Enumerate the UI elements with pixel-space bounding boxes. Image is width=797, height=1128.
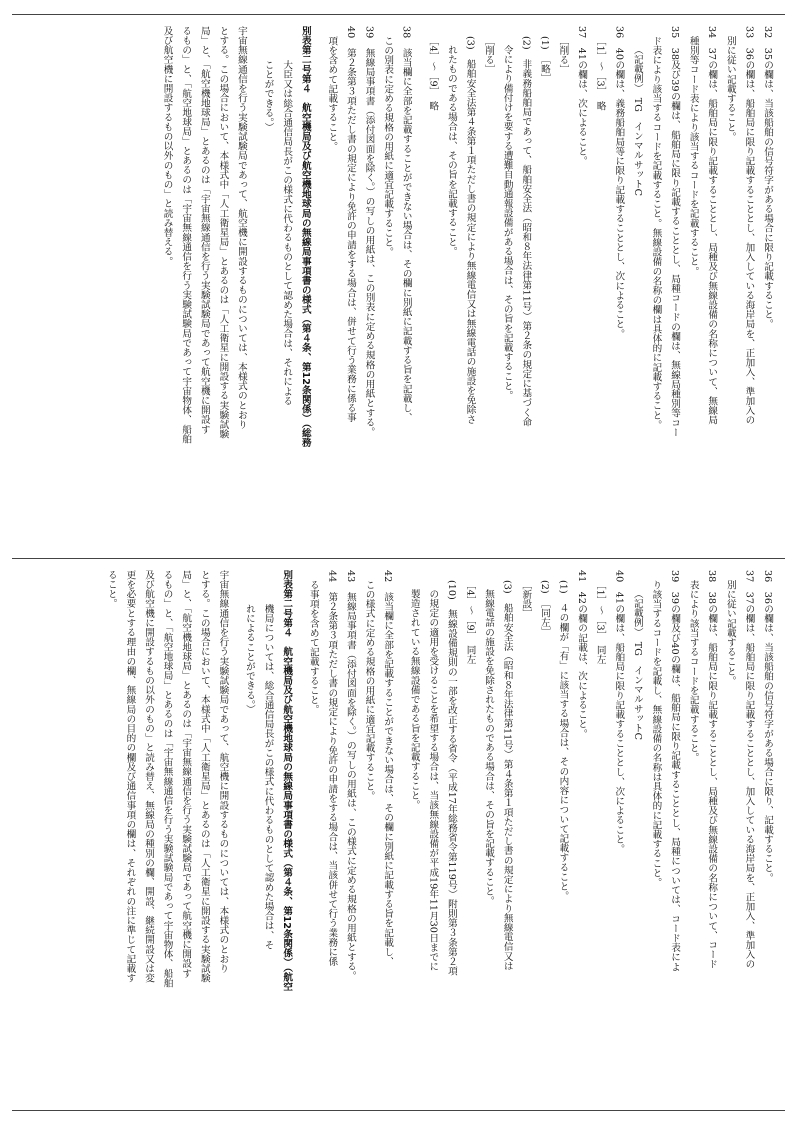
lower-text-line: 及び航空機に開設するもの以外のもの」と読み替え、無線局の種別の欄、開設、継続開設又は変: [143, 570, 154, 983]
upper-text-line: 38 該当欄に全部を記載することができない場合は、その欄に別紙に記載する旨を記載し、: [400, 26, 412, 423]
upper-text-line: ［削る］: [483, 35, 495, 74]
lower-text-line: ［新設］: [520, 579, 532, 618]
upper-text-line: この別表に定める規格の用紙に適宜記載すること。: [382, 35, 394, 257]
lower-text-line: 表により該当するコードを記載すること。: [687, 579, 699, 762]
upper-text-line: ［4］〜［9］ 略: [427, 35, 439, 111]
upper-text-line: 37 41の欄は、次によること。: [576, 26, 588, 166]
lower-text-line: 43 無線局事項書（添付図面を除く。）の写しの用紙は、この様式に定める規格の用紙とする。: [344, 570, 356, 981]
lower-text-line: れによることができる。）: [243, 603, 255, 714]
upper-text-line: 40 第２条第３項ただし書の規定により免許の申請をする場合は、併せて行う業務に係る事: [344, 26, 356, 423]
upper-text-line: 32 35の欄は、当該船舶の信号符字がある場合に限り記載すること。: [762, 26, 773, 329]
upper-text-line: 局」と、「航空機地球局」とあるのは「宇宙無線通信を行う実験試験局であって航空機に開設す: [198, 26, 210, 434]
upper-text-line: れたものである場合は、その旨を記載すること。: [445, 45, 457, 257]
lower-text-line: （記載例） TG インマルサットC: [631, 589, 643, 741]
upper-text-line: 別表第二号第４ 航空機局及び航空機地球局の無線局事項書の様式（第４条、第12条関係）（総務: [299, 26, 311, 448]
lower-text-line: 製造されている無線設備である旨を記載すること。: [408, 589, 420, 810]
upper-text-line: 宇宙無線通信を行う実験試験局であって、航空機に開設するものについては、本様式のとおり: [235, 26, 247, 430]
upper-panel-before-amendment: [20, 26, 776, 548]
lower-text-line: 機局については、総合通信局長がこの様式に代わるものとして認めた場合は、そ: [262, 603, 274, 950]
upper-text-line: 及び航空機に開設するもの以外のもの」と読み替える。: [161, 26, 173, 266]
lower-text-line: り該当するコードを記載し、無線設備の名称は具体的に記載すること。: [650, 579, 662, 887]
lower-text-line: ［1］〜［3］ 同左: [594, 579, 606, 664]
upper-text-line: 36 40の欄は、義務船舶局等に限り記載することとし、次によること。: [613, 26, 625, 339]
lower-text-line: 40 41の欄は、船舶局に限り記載することとし、次によること。: [613, 570, 625, 854]
upper-text-line: 34 37の欄は、船舶局に限り記載することとし、局種及び無線設備の名称について、無線局: [706, 26, 718, 425]
lower-text-line: 36 36の欄は、当該船舶の信号符字がある場合に限り、記載すること。: [762, 570, 773, 883]
upper-text-line: るもの」と、「航空地球局」とあるのは「宇宙無線通信を行う実験試験局であって宇宙物体、船舶: [180, 26, 192, 444]
lower-text-line: ［4］〜［9］ 同左: [464, 579, 476, 664]
lower-text-line: 宇宙無線通信を行う実験試験局であって、航空機に開設するものについては、本様式のとおり: [217, 570, 229, 974]
lower-text-line: ること。: [105, 570, 117, 609]
upper-text-line: (2) 非義務船舶局であって、船舶安全法（昭和８年法律第11号）第２条の規定に基づく命: [520, 35, 532, 427]
lower-text-line: 39 39の欄及び40の欄は、船舶局に限り記載することとし、局種については、コード表によ: [669, 570, 681, 972]
lower-text-line: るもの」と、「航空地球局」とあるのは「宇宙無線通信を行う実験試験局であって宇宙物体、船舶: [161, 570, 173, 988]
lower-panel-after-amendment: [20, 570, 776, 1100]
upper-text-line: 33 36の欄は、船舶局に限り記載することとし、加入している海岸局を、正加入、準加入の: [743, 26, 755, 425]
lower-text-line: 別表第二号第４ 航空機局及び航空機地球局の無線局事項書の様式（第４条、第12条関係）（航空: [281, 570, 293, 992]
upper-text-line: 大臣又は総合通信局長がこの様式に代わるものとして認めた場合は、それによる: [281, 59, 293, 406]
lower-text-line: (1) ４の欄が「有」に該当する場合は、その内容について記載すること。: [557, 579, 569, 901]
upper-text-line: （記載例） TG インマルサットC: [631, 45, 643, 197]
upper-text-line: 項を含めて記載すること。: [326, 35, 338, 151]
lower-text-line: 別に従い記載すること。: [724, 579, 736, 686]
upper-text-line: (3) 船舶安全法第４条第１項ただし書の規定により無線電信又は無線電話の施設を免除さ: [464, 35, 476, 424]
lower-text-line: (3) 船舶安全法（昭和８年法律第11号）第４条第１項ただし書の規定により無線電信又は: [501, 579, 513, 971]
top-rule: [12, 14, 785, 15]
middle-rule: [12, 558, 785, 559]
upper-text-line: ことができる。）: [262, 59, 274, 132]
lower-text-line: 41 42の欄の記載は、次によること。: [576, 570, 588, 739]
upper-text-line: (1) ［略］: [538, 35, 550, 83]
upper-text-line: 39 無線局事項書（添付図面を除く。）の写しの用紙は、この別表に定める規格の用紙とする。: [363, 26, 375, 437]
upper-text-line: 35 38及び39の欄は、船舶局に限り記載することとし、局種コードの欄は、無線局種別等コー: [669, 26, 681, 438]
lower-text-line: 37 37の欄は、船舶局に限り記載することとし、加入している海岸局を、正加入、準加入の: [743, 570, 755, 969]
upper-text-line: 種別等コード表により該当するコードを記載すること。: [687, 35, 699, 276]
upper-text-line: 令により備付けを要する遭難自動通報設備がある場合は、その旨を記載すること。: [501, 45, 513, 401]
lower-text-line: 42 該当欄に全部を記載することができない場合は、その欄に別紙に記載する旨を記載し、: [382, 570, 394, 967]
upper-text-line: とする。この場合において、本様式中「人工衛星局」とあるのは「人工衛星に開設する実験試験: [217, 26, 229, 439]
bottom-rule: [12, 1110, 785, 1111]
lower-text-line: 無線電話の施設を免除されたものである場合は、その旨を記載すること。: [483, 589, 495, 906]
lower-text-line: とする。この場合において、本様式中「人工衛星局」とあるのは「人工衛星に開設する実験試験: [198, 570, 210, 983]
lower-text-line: (10) 無線設備規則の一部を改正する省令（平成17年総務省令第119号）附則第３条第２項: [445, 579, 457, 976]
upper-text-line: ド表により該当するコードを記載すること。無線設備の名称の欄は具体的に記載すること。: [650, 35, 662, 430]
lower-text-line: 38 38の欄は、船舶局に限り記載することとし、局種及び無線設備の名称について、コード: [706, 570, 718, 969]
upper-text-line: ［削る］: [557, 35, 569, 74]
lower-text-line: この様式に定める規格の用紙に適宜記載すること。: [363, 579, 375, 801]
lower-text-line: 更を必要とする理由の欄、無線局の目的の欄及び通信事項の欄は、それぞれの注に準じて記載す: [124, 570, 136, 983]
upper-text-line: 別に従い記載すること。: [724, 35, 736, 142]
lower-text-line: る事項を含めて記載すること。: [307, 579, 319, 714]
upper-text-line: ［1］〜［3］ 略: [594, 35, 606, 111]
lower-text-line: 局」と、「航空機地球局」とあるのは「宇宙無線通信を行う実験試験局であって航空機に開設す: [180, 570, 192, 978]
lower-text-line: の規定の適用を受けることを希望する場合は、当該無線設備が平成19年11月30日までに: [427, 589, 439, 972]
lower-text-line: 44 第２条第３項ただし書の規定により免許の申請をする場合は、当該併せて行う業務に係: [326, 570, 338, 967]
lower-text-line: (2) ［同左］: [538, 579, 550, 637]
